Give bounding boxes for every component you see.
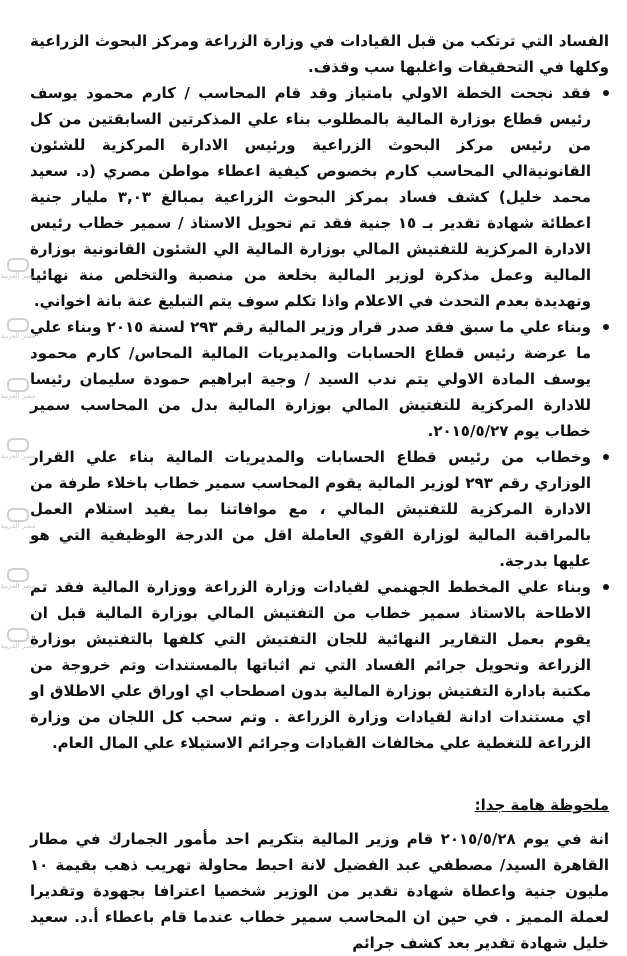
watermark-logo <box>0 438 36 461</box>
watermark-logo-icon <box>7 378 29 392</box>
watermark-text: مصر العربية <box>0 332 36 340</box>
watermark-text: مصر العربية <box>0 522 36 530</box>
watermark-text: مصر العربية <box>0 582 36 590</box>
watermark-logo-icon <box>7 318 29 332</box>
intro-paragraph: الفساد التي ترتكب من قبل القيادات في وزارة الزراعة ومركز البحوث الزراعية وكلها في التحقيقات واغلبها سب وقذف. <box>30 32 609 76</box>
bullet-item <box>30 574 609 756</box>
watermark-logo <box>0 378 36 401</box>
note-paragraph: انة في يوم ٢٠١٥/٥/٢٨ قام وزير المالية بتكريم احد مأمور الجمارك في مطار القاهرة السيد/ مصطفي عبد الفضيل لانة احبط محاولة تهريب ذهب بقيمة ١٠ مليون جنية واعطاة شهادة تقدير من الوزير شخصيا اعترافا بجهودة وتقديرا لعملة المميز . في حين ان المحاسب سمير خطاب عندما قام باعطاء أ.د. سعيد خليل شهادة تقدير بعد كشف جرائم <box>30 830 609 952</box>
document-body <box>30 28 609 956</box>
bullet-text: وبناء علي المخطط الجهنمي لقيادات وزارة الزراعة ووزارة المالية فقد تم الاطاحة بالاستاذ سمير خطاب من التفتيش المالي بوزارة المالية قبل ان يقوم بعمل التقارير النهائية للجان التفتيش التي كلفها بالتفتيش بوزارة الزراعة وتحويل جرائم الفساد التي تم اثباتها بالمستندات وتم خروجة من مكتبة بادارة التفتيش بوزارة المالية بدون اصطحاب اي اوراق علي الاطلاق او اي مستندات ادانة لقيادات وزارة الزراعة . وتم سحب كل اللجان من وزارة الزراعة للتغطية علي مخالفات القيادات وجرائم الاستيلاء علي المال العام. <box>30 578 591 752</box>
bullet-item <box>30 314 609 444</box>
watermark-text: مصر العربية <box>0 642 36 650</box>
watermark-logo-icon <box>7 508 29 522</box>
bullet-item <box>30 444 609 574</box>
bullet-text: وخطاب من رئيس قطاع الحسابات والمديريات المالية بناء علي القرار الوزاري رقم ٢٩٣ لوزير المالية يقوم المحاسب سمير خطاب باخلاء طرفة من الادارة المركزية للتفتيش المالي ، مع موافاتنا بما يفيد استلام العمل بالمراقبة المالية لوزارة القوي العاملة اقل من الدرجة الوظيفية التي هو عليها بدرجة. <box>30 448 591 570</box>
watermark-text: مصر العربية <box>0 272 36 280</box>
bullet-item <box>30 80 609 314</box>
watermark-logo-icon <box>7 258 29 272</box>
watermark-logo <box>0 318 36 341</box>
watermark-logo <box>0 568 36 591</box>
bullet-dot-icon <box>603 324 609 330</box>
watermark-logo-icon <box>7 628 29 642</box>
watermark-logo <box>0 628 36 651</box>
note-heading: ملحوظة هامة جدا: <box>474 796 609 814</box>
watermark-logo-icon <box>7 438 29 452</box>
watermark-logo <box>0 258 36 281</box>
bullet-dot-icon <box>603 90 609 96</box>
bullet-text: فقد نجحت الخطة الاولي بامتياز وقد قام المحاسب / كارم محمود يوسف رئيس قطاع بوزارة المالية بالمطلوب بناء علي المذكرتين السابقتين من كل من رئيس مركز البحوث الزراعية ورئيس الادارة المركزية للشئون القانونيةالي المحاسب كارم بخصوص كيفية اعطاء مواطن مصري (د. سعيد محمد خليل) كشف فساد بمركز البحوث الزراعية بمبالغ ٣,٠٣ مليار جنية اعطائة شهادة تقدير بـ ١٥ جنية فقد تم تحويل الاستاذ / سمير خطاب رئيس الادارة المركزية للتفتيش المالي بوزارة المالية الي الشئون القانونية بوزارة المالية وعمل مذكرة لوزير المالية بخلعة من منصبة والتخلص منة نهائيا وتهديدة بعدم التحدث في الاعلام واذا تكلم سوف يتم التبليغ عنة بانة اخواني. <box>30 84 592 310</box>
bullet-dot-icon <box>603 454 609 460</box>
watermark-text: مصر العربية <box>0 452 36 460</box>
bullet-dot-icon <box>603 584 609 590</box>
watermark-logo-icon <box>7 568 29 582</box>
watermark-text: مصر العربية <box>0 392 36 400</box>
watermark-logo <box>0 508 36 531</box>
bullet-text: وبناء علي ما سبق فقد صدر قرار وزير المالية رقم ٢٩٣ لسنة ٢٠١٥ وبناء علي ما عرضة رئيس قطاع الحسابات والمديريات المالية المحاس/ كارم محمود يوسف المادة الاولي يتم ندب السيد / وجية ابراهيم حمودة سليمان رئيسا للادارة المركزية للتفتيش المالي بوزارة المالية بدل من المحاسب سمير خطاب يوم ٢٠١٥/٥/٢٧. <box>30 318 591 440</box>
